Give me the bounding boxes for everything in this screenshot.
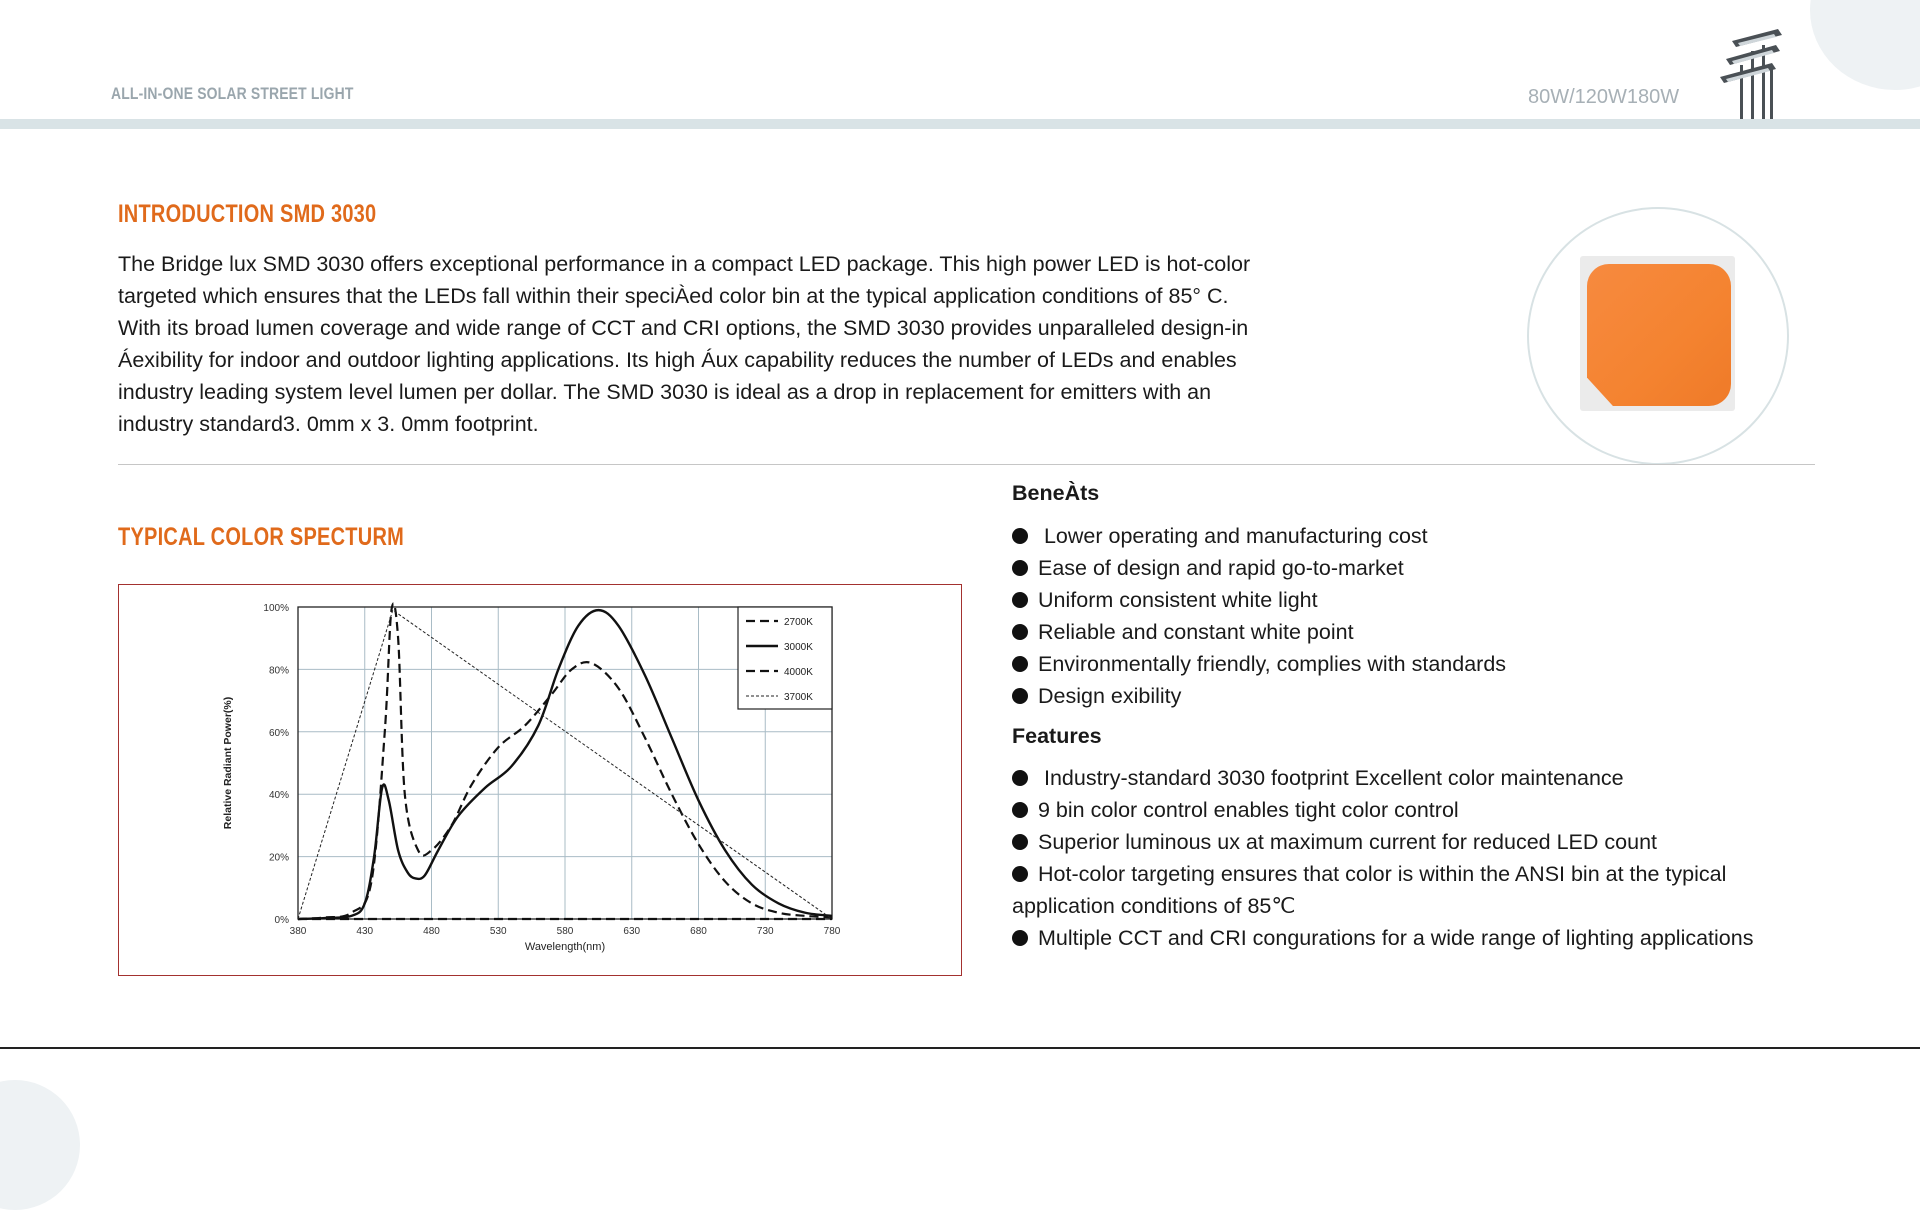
footer-rule (0, 1047, 1920, 1049)
legend-label: 3000K (784, 642, 813, 653)
y-tick-label: 0% (274, 915, 289, 926)
bullet-icon (1012, 656, 1028, 672)
intro-line: targeted which ensures that the LEDs fall within their speciÀed color bin at the typical application conditions of 85° C. (118, 284, 1229, 308)
bullet-icon (1012, 528, 1028, 544)
benefit-item: Lower operating and manufacturing cost (1012, 520, 1792, 552)
decorative-circle (1810, 0, 1920, 90)
bullet-icon (1012, 930, 1028, 946)
header-bar (0, 119, 1920, 129)
x-tick-label: 780 (823, 926, 841, 937)
street-light-icon (1718, 25, 1818, 121)
features-heading: Features (1012, 724, 1102, 748)
feature-item: Industry-standard 3030 footprint Excellent color maintenance (1012, 762, 1792, 794)
y-tick-label: 40% (268, 790, 289, 802)
led-chip-image (1587, 264, 1731, 406)
benefit-item: Design exibility (1012, 680, 1792, 712)
benefits-list (1012, 520, 1792, 712)
x-tick-label: 630 (623, 926, 641, 937)
legend-label: 2700K (784, 617, 813, 628)
intro-paragraph (118, 248, 1408, 440)
feature-item: 9 bin color control enables tight color control (1012, 794, 1792, 826)
x-tick-label: 430 (356, 926, 374, 937)
bullet-icon (1012, 802, 1028, 818)
bullet-icon (1012, 866, 1028, 882)
x-tick-label: 680 (690, 926, 707, 937)
x-tick-label: 380 (289, 926, 307, 937)
benefit-item: Reliable and constant white point (1012, 616, 1792, 648)
header-brand: ALL-IN-ONE SOLAR STREET LIGHT (111, 84, 354, 103)
bullet-icon (1012, 770, 1028, 786)
intro-line: The Bridge lux SMD 3030 offers exceptional performance in a compact LED package. This high power LED is hot-color (118, 252, 1251, 276)
benefit-item: Environmentally friendly, complies with standards (1012, 648, 1792, 680)
bullet-icon (1012, 688, 1028, 704)
bullet-icon (1012, 592, 1028, 608)
intro-title: INTRODUCTION SMD 3030 (118, 200, 377, 228)
header-models: 80W/120W180W (1528, 86, 1680, 108)
spectrum-title: TYPICAL COLOR SPECTURM (118, 523, 405, 551)
intro-line: industry standard3. 0mm x 3. 0mm footprint. (118, 412, 539, 436)
feature-item: Hot-color targeting ensures that color is within the ANSI bin at the typical application conditions of 85℃ (1012, 862, 1727, 918)
benefits-heading: BeneÀts (1012, 481, 1100, 505)
bullet-icon (1012, 560, 1028, 576)
legend-label: 4000K (784, 667, 813, 678)
y-tick-label: 80% (268, 665, 289, 677)
y-tick-label: 20% (268, 852, 289, 864)
intro-line: industry leading system level lumen per dollar. The SMD 3030 is ideal as a drop in replacement for emitters with an (118, 380, 1212, 404)
intro-line: Áexibility for indoor and outdoor lighting applications. Its high Áux capability reduces the number of LEDs and enables (118, 348, 1237, 372)
spectrum-chart (119, 585, 961, 975)
feature-item: Multiple CCT and CRI congurations for a wide range of lighting applications (1012, 922, 1792, 954)
benefit-item: Ease of design and rapid go-to-market (1012, 552, 1792, 584)
y-axis-label: Relative Radiant Power(%) (222, 696, 234, 830)
features-list (1012, 762, 1792, 954)
legend-label: 3700K (784, 692, 813, 703)
section-divider (118, 464, 1815, 465)
spectrum-chart-frame (118, 584, 962, 976)
benefit-item: Uniform consistent white light (1012, 584, 1792, 616)
x-tick-label: 530 (489, 926, 507, 937)
x-tick-label: 730 (756, 926, 774, 937)
x-axis-label: Wavelength(nm) (524, 941, 606, 953)
x-tick-label: 580 (556, 926, 574, 937)
feature-item: Superior luminous ux at maximum current for reduced LED count (1012, 826, 1792, 858)
bullet-icon (1012, 834, 1028, 850)
y-tick-label: 60% (268, 727, 289, 739)
intro-line: With its broad lumen coverage and wide range of CCT and CRI options, the SMD 3030 provides unparalleled design-in (118, 316, 1249, 340)
decorative-circle (0, 1080, 80, 1210)
bullet-icon (1012, 624, 1028, 640)
x-tick-label: 480 (423, 926, 440, 937)
y-tick-label: 100% (263, 603, 289, 614)
